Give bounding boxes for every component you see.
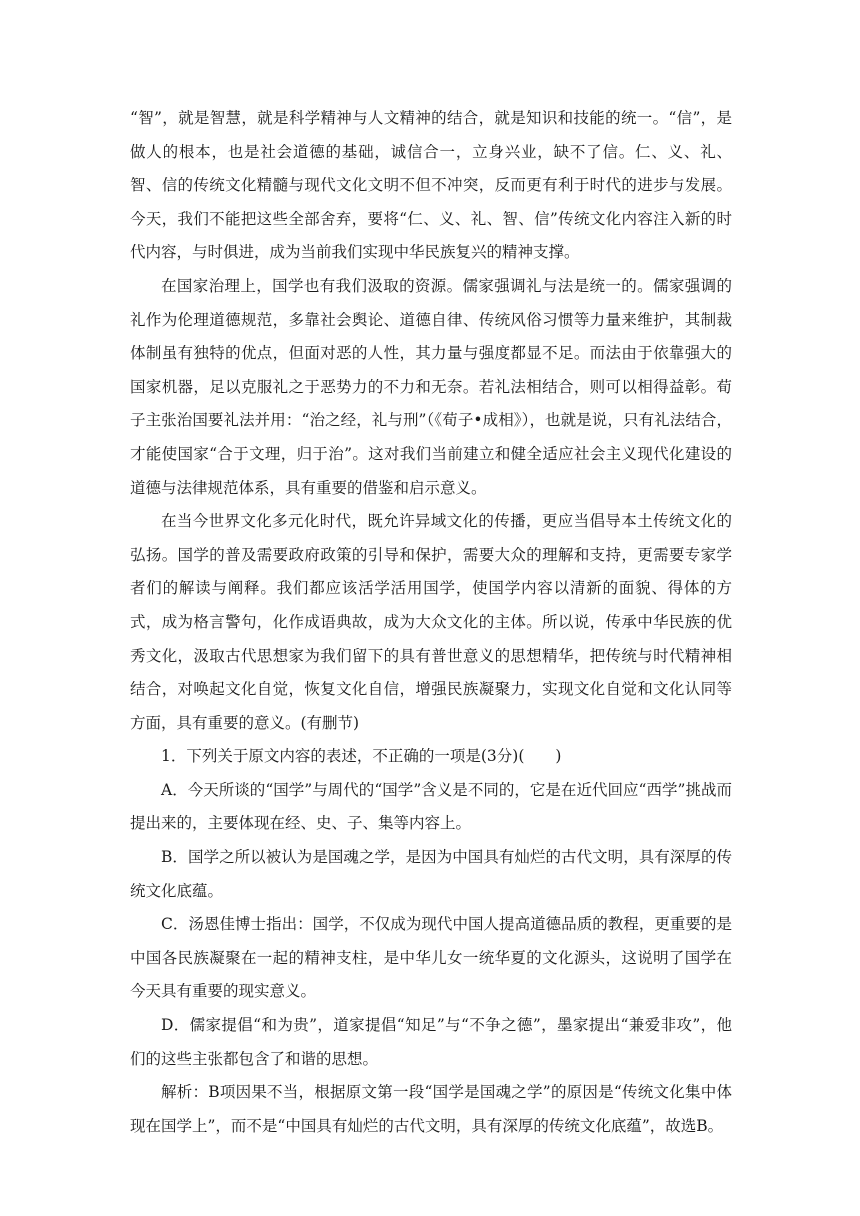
option-b: B．国学之所以被认为是国魂之学，是因为中国具有灿烂的古代文明，具有深厚的传统文化底蕴。: [130, 848, 732, 900]
option-d: D．儒家提倡“和为贵”，道家提倡“知足”与“不争之德”，墨家提出“兼爱非攻”，他们的这些主张都包含了和谐的思想。: [130, 1016, 732, 1068]
paragraph-wisdom-trust: “智”，就是智慧，就是科学精神与人文精神的结合，就是知识和技能的统一。“信”，是做人的根本，也是社会道德的基础，诚信合一，立身兴业，缺不了信。仁、义、礼、智、信的传统文化精髓与现代文化文明不但不冲突，反而更有利于时代的进步与发展。今天，我们不能把这些全部舍弃，要将“仁、义、礼、智、信”传统文化内容注入新的时代内容，与时俱进，成为当前我们实现中华民族复兴的精神支撑。: [130, 109, 732, 262]
paragraph-governance: 在国家治理上，国学也有我们汲取的资源。儒家强调礼与法是统一的。儒家强调的礼作为伦理道德规范，多靠社会舆论、道德自律、传统风俗习惯等力量来维护，其制裁体制虽有独特的优点，但面对恶的人性，其力量与强度都显不足。而法由于依靠强大的国家机器，足以克服礼之于恶势力的不力和无奈。若礼法相结合，则可以相得益彰。荀子主张治国要礼法并用：“治之经，礼与刑”（《荀子•成相》），也就是说，只有礼法结合，才能使国家“合于文理，归于治”。这对我们当前建立和健全适应社会主义现代化建设的道德与法律规范体系，具有重要的借鉴和启示意义。: [130, 276, 732, 497]
question-stem: 1．下列关于原文内容的表述，不正确的一项是(3分)( ): [161, 747, 562, 766]
option-c: C．汤恩佳博士指出：国学，不仅成为现代中国人提高道德品质的教程，更重要的是中国各民族凝聚在一起的精神支柱，是中华儿女一统华夏的文化源头，这说明了国学在今天具有重要的现实意义。: [130, 915, 732, 1001]
paragraph-multicultural: 在当今世界文化多元化时代，既允许异域文化的传播，更应当倡导本土传统文化的弘扬。国学的普及需要政府政策的引导和保护，需要大众的理解和支持，更需要专家学者们的解读与阐释。我们都应该活学活用国学，使国学内容以清新的面貌、得体的方式，成为格言警句，化作成语典故，成为大众文化的主体。所以说，传承中华民族的优秀文化，汲取古代思想家为我们留下的具有普世意义的思想精华，把传统与时代精神相结合，对唤起文化自觉，恢复文化自信，增强民族凝聚力，实现文化自觉和文化认同等方面，具有重要的意义。(有删节): [130, 512, 732, 732]
answer-analysis: 解析：B项因果不当，根据原文第一段“国学是国魂之学”的原因是“传统文化集中体现在国学上”，而不是“中国具有灿烂的古代文明，具有深厚的传统文化底蕴”，故选B。: [130, 1083, 732, 1135]
document-page: [130, 102, 732, 1143]
option-a: A．今天所谈的“国学”与周代的“国学”含义是不同的，它是在近代回应“西学”挑战而提出来的，主要体现在经、史、子、集等内容上。: [130, 780, 732, 833]
